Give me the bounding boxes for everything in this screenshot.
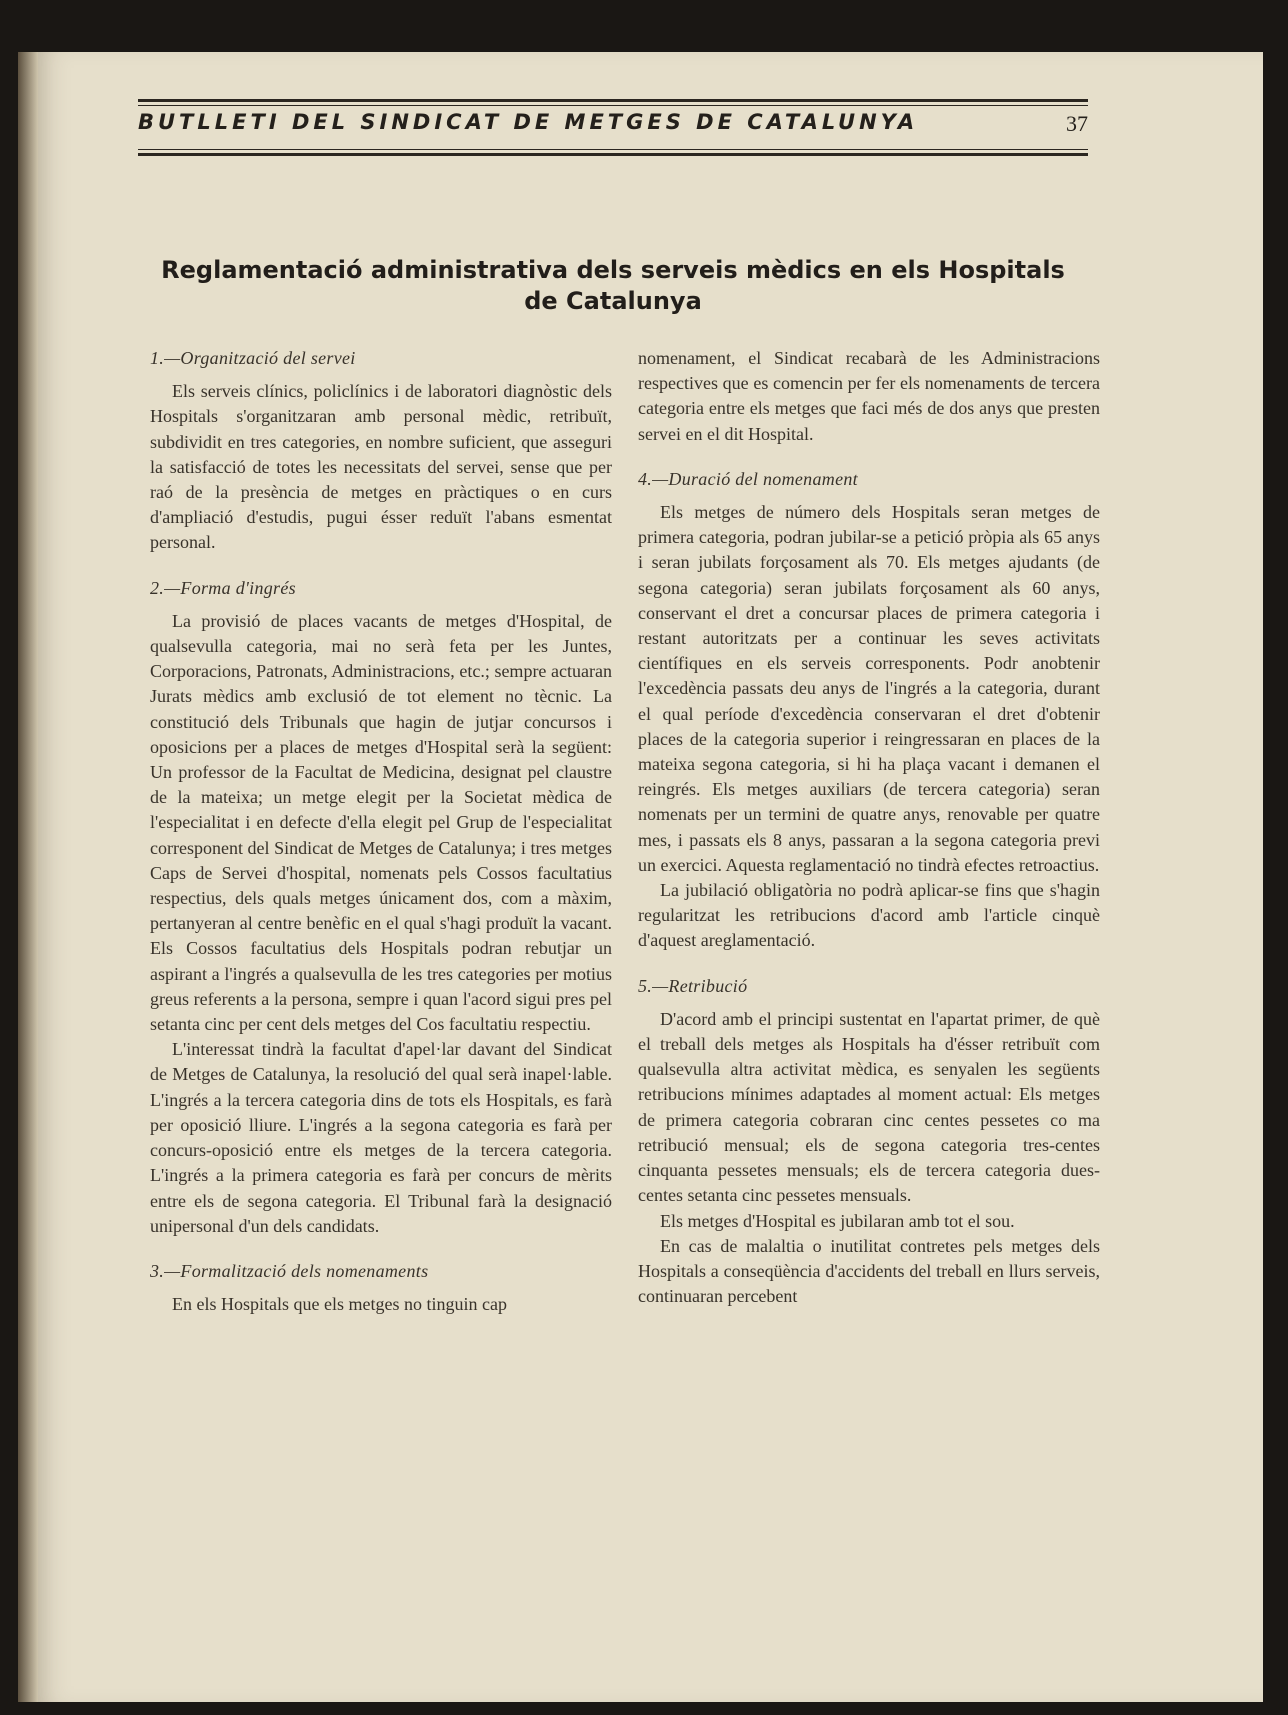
header-rule-bottom-thin <box>138 149 1088 150</box>
section-formalitzacio-continued <box>638 346 1100 447</box>
paragraph: La jubilació obligatòria no podrà aplicar-se fins que s'hagin regularitzat les retribucions d'acord amb l'article cinquè d'aquest areglamentació. <box>638 880 1100 951</box>
section-formalitzacio <box>150 1259 612 1317</box>
paragraph: En els Hospitals que els metges no tinguin cap <box>172 1294 507 1315</box>
paragraph: Els metges d'Hospital es jubilaran amb tot el sou. <box>660 1210 1015 1231</box>
paragraph: Els serveis clínics, policlínics i de laboratori diagnòstic dels Hospitals s'organitzaran amb personal mèdic, retribuït, subdividit en tres categories, en nombre suficient, que asseguri la satisfacció de totes les necessitats del servei, sense que per raó de la presència de metges en pràctiques o en curs d'ampliació d'estudis, pugui ésser reduït l'abans esmentat personal. <box>150 381 612 553</box>
paragraph: D'acord amb el principi sustentat en l'apartat primer, de què el treball dels metges als Hospitals ha d'ésser retribuït com qualsevulla altra activitat mèdica, es senyalen les següents retribucions mínimes adaptades al moment actual: Els metges de primera categoria cobraran cinc centes pessetes co ma retribució mensual; els de segona categoria tres-centes cinquanta pessetes mensuals; els de tercera categoria dues-centes setanta cinc pessetes mensuals. <box>638 1008 1100 1206</box>
page-number: 37 <box>1066 111 1088 136</box>
article-title-line-2: de Catalunya <box>524 287 702 315</box>
section-heading: 2.—Forma d'ingrés <box>150 577 296 598</box>
header-rule-top-thin <box>138 105 1088 106</box>
left-column <box>150 346 612 1337</box>
section-forma-ingres <box>150 576 612 1239</box>
section-heading: 5.—Retribució <box>638 975 748 996</box>
section-retribucio <box>638 974 1100 1310</box>
running-header <box>138 99 1088 167</box>
section-organitzacio <box>150 346 612 556</box>
section-heading: 4.—Duració del nomenament <box>638 468 858 489</box>
paragraph: L'interessat tindrà la facultat d'apel·lar davant del Sindicat de Metges de Catalunya, la resolució del qual serà inapel·lable. L'ingrés a la tercera categoria dins de tots els Hospitals, es farà per oposició lliure. L'ingrés a la segona categoria es farà per concurs-oposició entre els metges de la tercera categoria. L'ingrés a la primera categoria es farà per concurs de mèrits entre els de segona categoria. El Tribunal farà la designació unipersonal d'un dels candidats. <box>150 1039 612 1236</box>
header-rule-bottom-thick <box>138 153 1088 156</box>
article-title-line-1: Reglamentació administrativa dels serveis mèdics en els Hospitals <box>161 256 1065 284</box>
running-title: BUTLLETI DEL SINDICAT DE METGES DE CATALUNYA <box>138 110 919 134</box>
section-heading: 1.—Organització del servei <box>150 348 356 368</box>
paragraph-continuation: nomenament, el Sindicat recabarà de les Administracions respectives que es comencin per fer els nomenaments de tercera categoria entre els metges que faci més de dos anys que presten servei en el dit Hospital. <box>638 348 1100 444</box>
section-duracio <box>638 467 1100 954</box>
header-rule-top-thick <box>138 99 1088 102</box>
book-spine-shadow <box>18 52 38 1702</box>
paragraph: Els metges de número dels Hospitals seran metges de primera categoria, podran jubilar-se a petició pròpia als 65 anys i seran jubilats forçosament als 70. Els metges ajudants (de segona categoria) seran jubilats forçosament als 60 anys, conservant el dret a concursar places de primera categoria i restant autoritzats per a continuar les seves activitats científiques en els serveis corresponents. Podr anobtenir l'excedència passats deu anys de l'ingrés a la categoria, durant el qual període d'excedència conservaran el dret d'obtenir places de la categoria superior i reingressaran en places de la mateixa segona categoria, si hi ha plaça vacant i demanen el reingrés. Els metges auxiliars (de tercera categoria) seran nomenats per un termini de quatre anys, renovable per quatre mes, i passats els 8 anys, passaran a la segona categoria previ un exercici. Aquesta reglamentació no tindrà efectes retroactius. <box>638 502 1100 875</box>
section-heading: 3.—Formalització dels nomenaments <box>150 1260 429 1281</box>
article-title <box>138 255 1088 317</box>
paragraph: La provisió de places vacants de metges d'Hospital, de qualsevulla categoria, mai no serà feta per les Juntes, Corporacions, Patronats, Administracions, etc.; sempre actuaran Jurats mèdics amb exclusió de tot element no tècnic. La constitució dels Tribunals que hagin de jutjar concursos i oposicions per a places de metges d'Hospital serà la següent: Un professor de la Facultat de Medicina, designat pel claustre de la mateixa; un metge elegit per la Societat mèdica de l'especialitat i en defecte d'ella elegit pel Grup de l'especialitat corresponent del Sindicat de Metges de Catalunya; i tres metges Caps de Servei d'hospital, nomenats pels Cossos facultatius respectius, dels quals metges únicament dos, com a màxim, pertanyeran al centre benèfic en el qual s'hagi produït la vacant. Els Cossos facultatius dels Hospitals podran rebutjar un aspirant a l'ingrés a qualsevulla de les tres categories per motius greus referents a la persona, sempre i quan l'acord sigui pres pel setanta cinc per cent dels metges del Cos facultatiu respectiu. <box>150 610 612 1035</box>
paragraph: En cas de malaltia o inutilitat contretes pels metges dels Hospitals a conseqüència d'accidents del treball en llurs serveis, continuaran percebent <box>638 1235 1100 1307</box>
right-column <box>638 346 1100 1329</box>
